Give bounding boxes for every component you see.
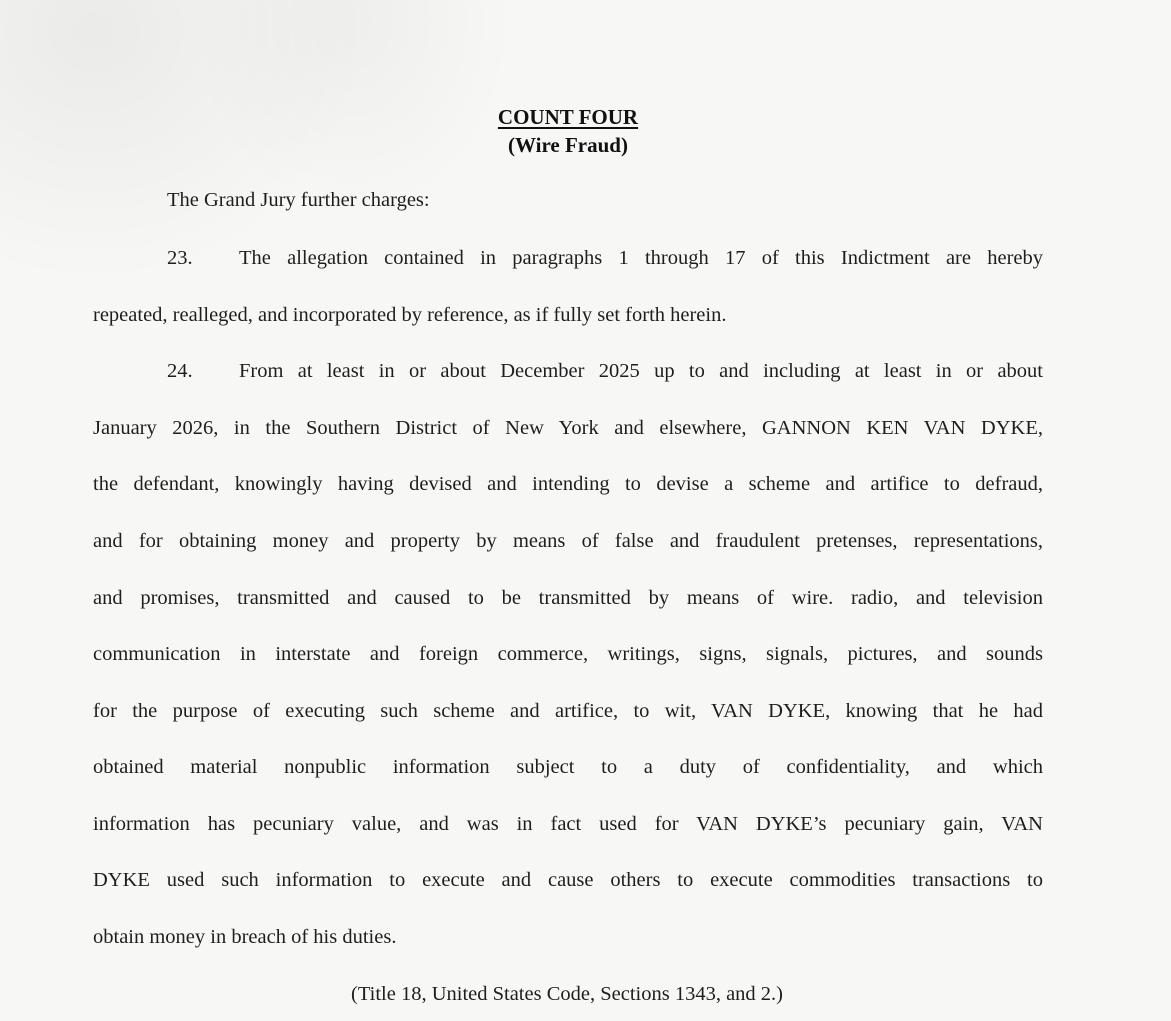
paragraph-24-line-5: and promises, transmitted and caused to be transmitted by means of wire. radio, and television <box>93 587 1043 609</box>
paragraph-24-line-9: information has pecuniary value, and was in fact used for VAN DYKE’s pecuniary gain, VAN <box>93 813 1043 835</box>
paragraph-23-line-1 <box>167 244 1043 272</box>
paragraph-23-text-1: The allegation contained in paragraphs 1 through 17 of this Indictment are hereby <box>239 247 1043 269</box>
intro-line: The Grand Jury further charges: <box>167 189 430 211</box>
count-title: COUNT FOUR <box>497 105 639 129</box>
paragraph-24-line-6: communication in interstate and foreign commerce, writings, signs, signals, pictures, and sounds <box>93 643 1043 665</box>
paragraph-24-line-2: January 2026, in the Southern District of New York and elsewhere, GANNON KEN VAN DYKE, <box>93 417 1043 439</box>
paragraph-23-number: 23. <box>167 247 193 269</box>
paragraph-24-line-3: the defendant, knowingly having devised and intending to devise a scheme and artifice to defraud, <box>93 473 1043 495</box>
paragraph-24-line-7: for the purpose of executing such scheme and artifice, to wit, VAN DYKE, knowing that he had <box>93 700 1043 722</box>
paragraph-24-number: 24. <box>167 360 193 382</box>
paragraph-24-line-10: DYKE used such information to execute and cause others to execute commodities transactions to <box>93 869 1043 891</box>
count-subtitle: (Wire Fraud) <box>508 133 628 157</box>
paragraph-24-line-4: and for obtaining money and property by means of false and fraudulent pretenses, representations, <box>93 530 1043 552</box>
paragraph-24-line-1 <box>167 357 1043 385</box>
paragraph-23-line-2: repeated, realleged, and incorporated by reference, as if fully set forth herein. <box>93 304 727 326</box>
paragraph-24-line-8: obtained material nonpublic information subject to a duty of confidentiality, and which <box>93 756 1043 778</box>
paragraph-24-text-1: From at least in or about December 2025 up to and including at least in or about <box>239 360 1043 382</box>
statute-citation: (Title 18, United States Code, Sections 1343, and 2.) <box>351 983 783 1005</box>
paragraph-24-line-11: obtain money in breach of his duties. <box>93 926 397 948</box>
